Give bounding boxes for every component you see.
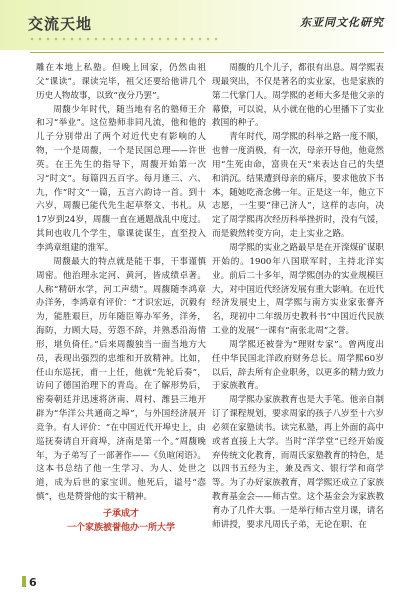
right-paragraph: 周馥的几个儿子，都很有出息。周学熙表现最突出，不仅是著名的实业家，也是家族的第二代掌门人。周学熙的老师大多是他父亲的幕僚，可以说，从小就在他的心里播下了实业救国的种子。 [212, 63, 384, 129]
right-paragraph: 周学熙的实业之路最早是在开滦煤矿谋职开始的。1900年八国联军时，主持北洋实业。前后二十多年，周学熙创办的实业规模巨大，对中国近代经济发展有重大影响。在近代经济发展史上，周学熙与南方实业家张謇齐名，现初中二年级历史教科书“中国近代民族工业的发展”一课有“南张北周”之誉。 [212, 242, 384, 337]
left-paragraph: 周馥最大的特点就是能干事，干事谨慎周密。他治理永定河、黄河，皆成绩卓著。人称“精研水学，河工声绩”。周馥随李鸿章办洋务，李鸿章有评价：“才识宏远，沉毅有为，能胜艰巨，历年随臣筹办军务，洋务，海防，力顾大局，劳怨不辞，并熟悉沿海情形，堪负倚任。”后来周馥独当一面当地方大员，表现出强烈的忠维和开放精神。比如，任山东巡抚，甫一上任，他就“先轮后奏”，访问了德国治理下的青岛。在了解形势后，密奏朝廷并迅速将济南、周村、潍县三地开辟为“华洋公共通商之埠”，与外国经济展开竞争。有人评价：“在中国近代开埠史上，由巡抚奏请自开商埠，济南是第一个。”周馥晚年，为子弟写了一部著作——《负暄闲语》。这本书总结了他一生学习、为人、处世之道，成为后世的家宝训。他死后，谥号“悫慎”，也是赞誉他的实干精神。 [36, 256, 206, 503]
left-paragraph: 周馥少年时代，随当地有名的塾师王介和习“举业”。这位塾师非同凡流，他和他的儿子分别带出了两个对近代史有影响的人物，一个是周馥，一个是民国总理——许世英。在王先生的指导下，周馥开始第一次习“时文”。每篇四五百字。每月逢三、六、九，作“时文”一篇，五言六韵诗一首。到十六岁，周馥已能代先生起草祭文、书札。从17岁到24岁，周馥一直在通题战乱中度过。其间也收几个学生，靠课徒谋生，直至投入李鸿章组建的淮军。 [36, 104, 206, 253]
header-divider [30, 52, 384, 53]
subhead-subtitle: 一个家族被誉他办一所大学 [66, 522, 175, 533]
left-paragraph: 雕在本地上私塾。但晚上回家，仍然由祖父“课读”。课读完毕，祖父还要给他讲几个历史人物故事，以致“夜分乃罢”。 [36, 63, 206, 101]
right-paragraph: 青年时代，周学熙的科举之路一度不顺，也曾一度消极，有一次，母亲开导他，他竟然用“生死由命，富贵在天”来表达自己的失望和消沉。结果遭到母亲的痛斥，要求他放下书本，随她吃斋念佛一年。正是这一年，他立下志愿，一生要“律己济人”，这样的志向，决定了周学熙再次经历科举挫折时，没有气馁，而是毅然转变方向，走上实业之路。 [212, 132, 384, 240]
right-column [212, 62, 384, 533]
section-title: 交流天地 [28, 15, 93, 33]
page-number: 6 [22, 576, 37, 589]
journal-name: 东亚同文化研究 [300, 16, 384, 29]
header-band [0, 0, 406, 50]
right-paragraph: 周学熙还被誉为“理财专家”。曾两度出任中华民国北洋政府财务总长。周学熙60岁以后，辞去所有企业职务，以更多的精力致力于家族教育。 [212, 339, 384, 392]
subhead-title: 子承成才 [102, 509, 139, 519]
left-column [36, 62, 206, 536]
decorative-dots [28, 36, 218, 42]
right-paragraph: 周学熙办家族教育也是大手笔。他亲自制订了课程规划，要求周家的孩子八岁至十六岁必须在家塾读书。读完私塾，再上外面的高中或者直接上大学。当时“洋学堂”已经开始废弃传统文化教育，而周氏家塾教育的特色，是以四书五经为主，兼及西文、银行学和商学等。为了办好家族教育，周学熙还成立了家族教育基金会——师古堂。这个基金会为家族教育办了几件大事。一是举行师古堂月课，请名师讲授，要求凡周氏子弟，无论在职、在 [212, 395, 384, 530]
